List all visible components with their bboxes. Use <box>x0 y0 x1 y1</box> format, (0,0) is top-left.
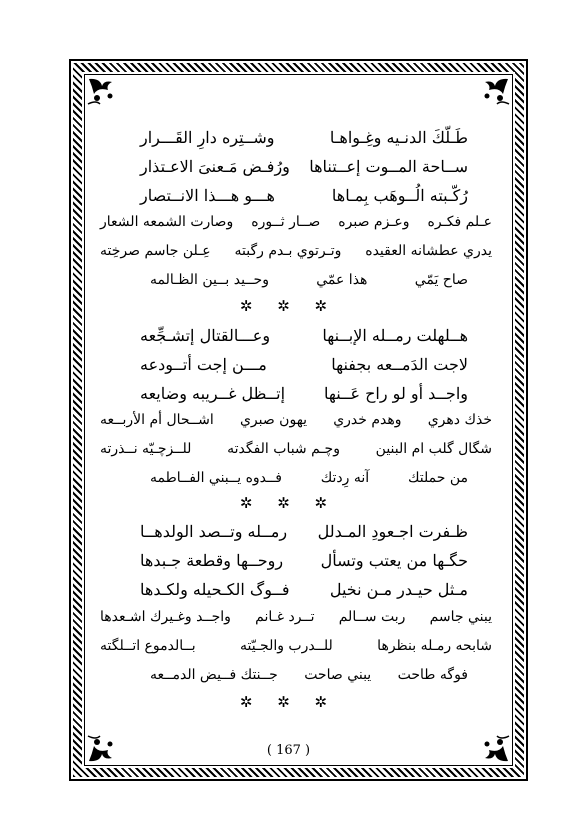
row-segment: بــالدموع اتــلگته <box>100 638 196 654</box>
row-segment: ربت ســالم <box>338 609 406 625</box>
couplet-first-hemistich: واجــد أو لو راح عَــنها <box>324 384 468 403</box>
section-divider-stars: ✲ ✲ ✲ <box>239 494 338 512</box>
row-segment: جــنتك فــيض الدمــعه <box>150 667 278 683</box>
poem-row <box>100 242 492 260</box>
row-segment: وچـم شباب الفگدته <box>227 441 340 457</box>
couplet-second-hemistich: مـــن إجت أتــودعه <box>140 355 267 374</box>
couplet-second-hemistich: إتــظل غــريبه وضايعه <box>140 384 286 403</box>
couplet-first-hemistich: مـثل حيـدر مـن نخيل <box>329 580 468 599</box>
couplet-first-hemistich: هــلهلت رمــله الإبــنها <box>322 326 468 345</box>
couplet-second-hemistich: وعـــالقتال إتشـجِّعه <box>140 326 271 345</box>
poem-row <box>150 271 468 289</box>
row-segment: هذا عمّي <box>316 272 368 288</box>
row-segment: وعـزم صبره <box>338 214 410 230</box>
poem-couplet <box>140 128 468 146</box>
couplet-first-hemistich: حگـها من يعتب وتسأل <box>320 551 468 570</box>
poem-couplet <box>140 522 468 540</box>
row-segment: شگال گلب ام البنين <box>375 441 492 457</box>
couplet-first-hemistich: ظـفرت اجـعودِ المـدلل <box>317 522 468 541</box>
row-segment: للــدرب والجـيّته <box>239 638 333 654</box>
page-number: ( 167 ) <box>266 743 311 758</box>
poem-couplet <box>140 580 468 598</box>
row-segment: خذك دهري <box>427 412 492 428</box>
poem-row <box>150 469 468 487</box>
poem-row <box>100 411 492 429</box>
row-segment: يبني صاحت <box>304 667 372 683</box>
couplet-second-hemistich: رمــله وتــصد الولدهــا <box>140 522 288 541</box>
row-segment: يدري عطشانه العقيده <box>365 243 492 259</box>
poem-couplet <box>140 157 468 175</box>
row-segment: صــار ثــوره <box>251 214 321 230</box>
couplet-second-hemistich: روحــها وقطعة جـبدها <box>140 551 284 570</box>
row-segment: فــدوه يــبني الفــاطمه <box>150 470 282 486</box>
row-segment: تــرد غـانم <box>255 609 315 625</box>
poem-couplet <box>140 384 468 402</box>
row-segment: يبني جاسم <box>429 609 492 625</box>
row-segment: اشــحال أم الأربــعه <box>100 412 214 428</box>
row-segment: آنه رِدتك <box>320 470 370 486</box>
poem-couplet <box>140 186 468 204</box>
row-segment: واجــد وغـيرك اشـعدها <box>100 609 231 625</box>
row-segment: وصارت الشمعه الشعار <box>100 214 234 230</box>
couplet-second-hemistich: هـــو هـــذا الانــتصار <box>140 186 275 205</box>
poem-row <box>100 608 492 626</box>
row-segment: عِـلن جاسم صرخِته <box>100 243 211 259</box>
poem-row <box>100 637 492 655</box>
couplet-first-hemistich: ســاحة المــوت إعــتناها <box>309 157 468 176</box>
row-segment: يهون صبري <box>239 412 308 428</box>
row-segment: وتـرتوي بـدم رگبته <box>234 243 342 259</box>
section-divider-stars: ✲ ✲ ✲ <box>239 297 338 315</box>
row-segment: صاح يَمّي <box>414 272 468 288</box>
couplet-second-hemistich: ورُفـض مَـعنىَ الاعـتذار <box>140 157 290 176</box>
poem-row <box>100 213 492 231</box>
couplet-first-hemistich: طَـلّكَ الدنـيه وغِـواهـا <box>329 128 468 147</box>
poem-row <box>150 666 468 684</box>
poem-couplet <box>140 551 468 569</box>
couplet-first-hemistich: لاجت الدَمــعه بجفنها <box>331 355 468 374</box>
row-segment: وحــيد بــين الظـالمه <box>150 272 269 288</box>
corner-ornament-icon <box>477 76 511 108</box>
couplet-second-hemistich: وشــتِره دارِ القَـــرار <box>140 128 275 147</box>
couplet-second-hemistich: فــوگ الكـحيله ولكـدها <box>140 580 290 599</box>
row-segment: عـلم فكـره <box>427 214 492 230</box>
poem-couplet <box>140 326 468 344</box>
row-segment: فوگه طاحت <box>397 667 468 683</box>
section-divider-stars: ✲ ✲ ✲ <box>239 693 338 711</box>
poem-couplet <box>140 355 468 373</box>
row-segment: شابحه رمـله بنظرها <box>377 638 492 654</box>
row-segment: وهدم خدري <box>333 412 402 428</box>
poem-row <box>100 440 492 458</box>
couplet-first-hemistich: رُكّـبته الُــوهَب بِمـاها <box>331 186 468 205</box>
corner-ornament-icon <box>86 76 120 108</box>
row-segment: للــزچـيّه نــذرته <box>100 441 192 457</box>
row-segment: من حملتك <box>407 470 468 486</box>
